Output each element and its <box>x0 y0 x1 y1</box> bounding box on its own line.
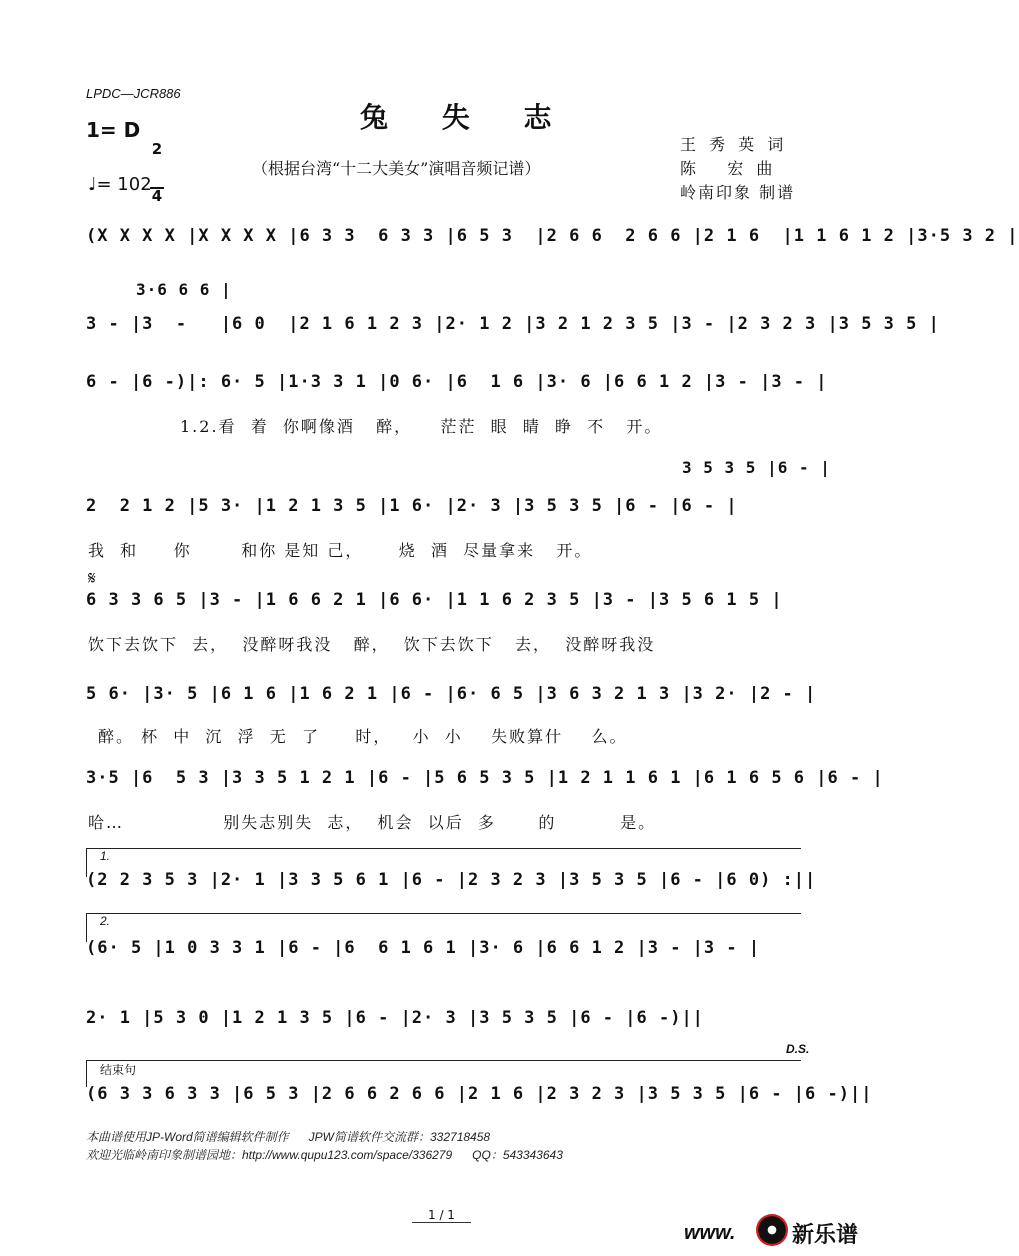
notation-line: (6· 5 |1 0 3 3 1 |6 - |6 6 1 6 1 |3· 6 |6 6 1 2 |3 - |3 - | <box>86 938 761 958</box>
score-row-11 <box>86 1084 873 1120</box>
score-row-8 <box>86 870 817 906</box>
notation-line: (6 3 3 6 3 3 |6 5 3 |2 6 6 2 6 6 |2 1 6 |2 3 2 3 |3 5 3 5 |6 - |6 -)|| <box>86 1084 873 1104</box>
score-code: LPDC—JCR886 <box>86 86 181 101</box>
subtitle: （根据台湾“十二大美女”演唱音频记谱） <box>252 159 541 178</box>
lyrics-line: 哈… 别失志别失 志， 机会 以后 多 的 是。 <box>88 813 657 832</box>
footer-software-note: 本曲谱使用JP-Word简谱编辑软件制作 JPW简谱软件交流群：332718458 <box>86 1130 491 1144</box>
ending-bracket <box>86 1060 801 1087</box>
ending-label: 结束句 <box>100 1063 137 1077</box>
dal-segno-mark: D.S. <box>786 1042 810 1056</box>
credit-composer: 陈 宏 曲 <box>680 159 777 178</box>
lyrics-line: 饮下去饮下 去， 没醉呀我没 醉， 饮下去饮下 去， 没醉呀我没 <box>88 635 656 654</box>
notation-line: 3 - |3 - |6 0 |2 1 6 1 2 3 |2· 1 2 |3 2 1 2 3 5 |3 - |2 3 2 3 |3 5 3 5 | <box>86 314 940 334</box>
notation-line: 5 6· |3· 5 |6 1 6 |1 6 2 1 |6 - |6· 6 5 |3 6 3 2 1 3 |3 2· |2 - | <box>86 684 817 704</box>
notation-line: 2· 1 |5 3 0 |1 2 1 3 5 |6 - |2· 3 |3 5 3 5 |6 - |6 -)|| <box>86 1008 704 1028</box>
volta-label: 1. <box>100 849 111 863</box>
score-row-7 <box>86 768 884 804</box>
notation-line: (X X X X |X X X X |6 3 3 6 3 3 |6 5 3 |2 6 6 2 6 6 |2 1 6 |1 1 6 1 2 |3·5 3 2 | <box>86 226 1019 246</box>
ossia-notes: 3·6 6 6 | <box>136 280 232 299</box>
segno-icon: 𝄋 <box>88 568 96 589</box>
footer-website-note: 欢迎光临岭南印象制谱园地：http://www.qupu123.com/space/336279 QQ：543343643 <box>86 1148 563 1162</box>
score-row-6 <box>86 684 817 720</box>
record-logo-icon <box>756 1214 788 1246</box>
notation-line: 2 2 1 2 |5 3· |1 2 1 3 5 |1 6· |2· 3 |3 5 3 5 |6 - |6 - | <box>86 496 738 516</box>
credit-transcriber: 岭南印象 制谱 <box>680 183 796 202</box>
score-row-5 <box>86 590 806 626</box>
ossia-notes: 3 5 3 5 |6 - | <box>682 458 831 477</box>
lyrics-line: 我 和 你 和你 是知 己， 烧 酒 尽量拿来 开。 <box>88 541 593 560</box>
notation-line: (2 2 3 5 3 |2· 1 |3 3 5 6 1 |6 - |2 3 2 3 |3 5 3 5 |6 - |6 0) :|| <box>86 870 817 890</box>
site-watermark-prefix: www. <box>684 1222 736 1244</box>
credit-lyricist: 王 秀 英 词 <box>680 135 788 154</box>
score-row-9 <box>86 938 806 974</box>
score-row-3 <box>86 372 828 408</box>
time-top: 2 <box>151 140 163 158</box>
notation-line: 6 - |6 -)|: 6· 5 |1·3 3 1 |0 6· |6 1 6 |3· 6 |6 6 1 2 |3 - |3 - | <box>86 372 828 392</box>
lyrics-line: 1.2.看 着 你啊像酒 醉， 茫茫 眼 睛 睁 不 开。 <box>180 417 663 436</box>
score-row-4 <box>86 496 806 532</box>
score-row-1 <box>86 226 1019 262</box>
score-row-10 <box>86 1008 806 1044</box>
page-number: 1 / 1 <box>412 1208 471 1223</box>
notation-line: 6 3 3 6 5 |3 - |1 6 6 2 1 |6 6· |1 1 6 2 3 5 |3 - |3 5 6 1 5 | <box>86 590 783 610</box>
key-signature: 1= D <box>86 118 141 142</box>
site-watermark-brand: 新乐谱 <box>792 1223 859 1248</box>
volta-label: 2. <box>100 914 111 928</box>
tempo-marking: ♩= 102 <box>88 174 152 195</box>
time-bottom: 4 <box>151 187 163 205</box>
song-title: 兔 失 志 <box>360 101 574 134</box>
time-signature <box>150 112 164 219</box>
score-row-2 <box>86 314 940 350</box>
lyrics-line: 醉。 杯 中 沉 浮 无 了 时， 小 小 失败算什 么。 <box>98 727 628 746</box>
notation-line: 3·5 |6 5 3 |3 3 5 1 2 1 |6 - |5 6 5 3 5 |1 2 1 1 6 1 |6 1 6 5 6 |6 - | <box>86 768 884 788</box>
